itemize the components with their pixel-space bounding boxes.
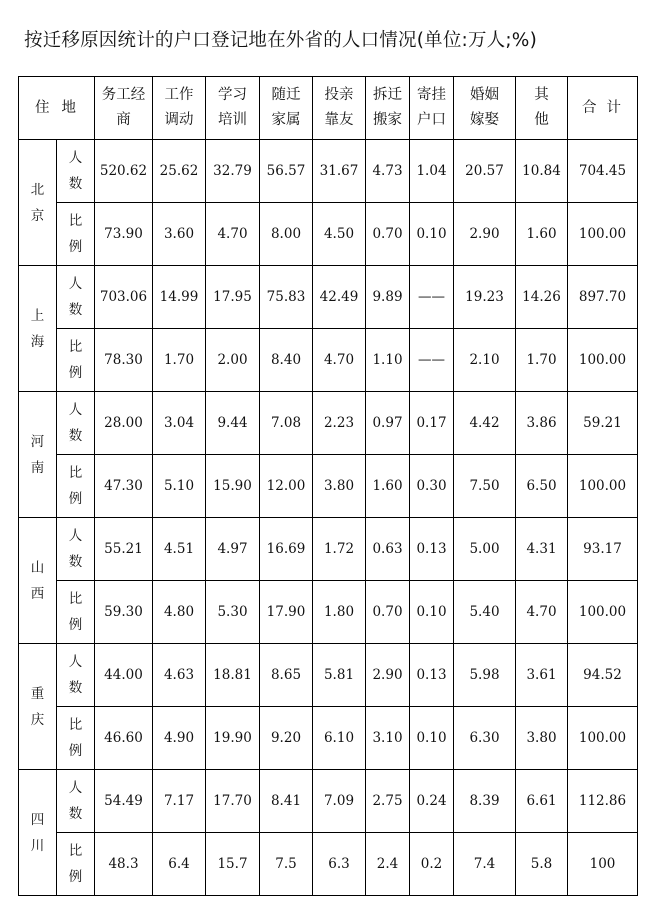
table-cell: 54.49 [95, 770, 153, 833]
table-cell: 7.4 [454, 833, 516, 896]
table-cell: 4.42 [454, 392, 516, 455]
table-cell: —— [410, 266, 454, 329]
table-cell: 112.86 [568, 770, 638, 833]
table-row [19, 833, 638, 896]
header-location: 住地 [19, 77, 95, 140]
table-cell: 7.17 [153, 770, 206, 833]
table-cell: 7.50 [454, 455, 516, 518]
table-row [19, 140, 638, 203]
table-cell: 3.86 [516, 392, 568, 455]
table-cell: 4.97 [206, 518, 260, 581]
table-row [19, 770, 638, 833]
table-cell: 100.00 [568, 203, 638, 266]
table-cell: 0.13 [410, 644, 454, 707]
table-cell: 0.17 [410, 392, 454, 455]
table-cell: 2.90 [454, 203, 516, 266]
table-cell: 5.8 [516, 833, 568, 896]
table-cell: 4.73 [366, 140, 410, 203]
header-total: 合计 [568, 77, 638, 140]
table-cell: 14.99 [153, 266, 206, 329]
table-cell: 5.10 [153, 455, 206, 518]
table-cell: 6.10 [313, 707, 366, 770]
table-cell: 19.23 [454, 266, 516, 329]
table-cell: 6.3 [313, 833, 366, 896]
table-cell: 4.50 [313, 203, 366, 266]
table-cell: 8.65 [260, 644, 313, 707]
table-cell: 9.89 [366, 266, 410, 329]
table-cell: 520.62 [95, 140, 153, 203]
table-cell: 93.17 [568, 518, 638, 581]
table-row [19, 581, 638, 644]
table-cell: 1.80 [313, 581, 366, 644]
header-study: 学习 培训 [206, 77, 260, 140]
table-cell: 75.83 [260, 266, 313, 329]
header-family: 随迁 家属 [260, 77, 313, 140]
table-cell: 100.00 [568, 581, 638, 644]
table-cell: 14.26 [516, 266, 568, 329]
table-cell: 703.06 [95, 266, 153, 329]
table-cell: 8.40 [260, 329, 313, 392]
table-cell: 31.67 [313, 140, 366, 203]
table-cell: 25.62 [153, 140, 206, 203]
table-cell: 94.52 [568, 644, 638, 707]
table-cell: 47.30 [95, 455, 153, 518]
table-cell: 7.5 [260, 833, 313, 896]
table-cell: 6.4 [153, 833, 206, 896]
table-body [19, 140, 638, 896]
province-label: 北 京 [19, 140, 57, 266]
table-cell: 4.31 [516, 518, 568, 581]
count-row-label: 人 数 [57, 518, 95, 581]
province-label: 四 川 [19, 770, 57, 896]
ratio-row-label: 比 例 [57, 203, 95, 266]
table-cell: 5.00 [454, 518, 516, 581]
table-cell: 704.45 [568, 140, 638, 203]
table-cell: 16.69 [260, 518, 313, 581]
table-cell: 0.10 [410, 203, 454, 266]
province-label: 重 庆 [19, 644, 57, 770]
table-cell: 1.60 [516, 203, 568, 266]
table-cell: 2.00 [206, 329, 260, 392]
table-cell: 4.90 [153, 707, 206, 770]
table-cell: 1.60 [366, 455, 410, 518]
table-cell: 4.70 [516, 581, 568, 644]
table-cell: 4.70 [313, 329, 366, 392]
table-cell: 17.95 [206, 266, 260, 329]
ratio-row-label: 比 例 [57, 329, 95, 392]
table-cell: 0.70 [366, 203, 410, 266]
table-cell: 5.98 [454, 644, 516, 707]
table-cell: 1.72 [313, 518, 366, 581]
table-cell: 4.70 [206, 203, 260, 266]
table-cell: 100.00 [568, 707, 638, 770]
table-row [19, 266, 638, 329]
table-cell: 42.49 [313, 266, 366, 329]
table-cell: 17.90 [260, 581, 313, 644]
table-cell: 15.90 [206, 455, 260, 518]
table-row [19, 518, 638, 581]
table-cell: 73.90 [95, 203, 153, 266]
table-cell: 3.61 [516, 644, 568, 707]
count-row-label: 人 数 [57, 266, 95, 329]
table-cell: 18.81 [206, 644, 260, 707]
ratio-row-label: 比 例 [57, 581, 95, 644]
header-other: 其 他 [516, 77, 568, 140]
table-row [19, 329, 638, 392]
table-cell: 0.24 [410, 770, 454, 833]
table-cell: 44.00 [95, 644, 153, 707]
table-cell: 56.57 [260, 140, 313, 203]
table-cell: 1.10 [366, 329, 410, 392]
table-cell: 7.09 [313, 770, 366, 833]
table-cell: 0.70 [366, 581, 410, 644]
table-cell: 3.04 [153, 392, 206, 455]
table-cell: 20.57 [454, 140, 516, 203]
table-cell: 2.23 [313, 392, 366, 455]
province-label: 山 西 [19, 518, 57, 644]
table-cell: 0.97 [366, 392, 410, 455]
table-cell: 4.63 [153, 644, 206, 707]
table-cell: 5.30 [206, 581, 260, 644]
table-cell: 3.80 [313, 455, 366, 518]
table-cell: 0.10 [410, 707, 454, 770]
table-row [19, 203, 638, 266]
province-label: 河 南 [19, 392, 57, 518]
table-cell: —— [410, 329, 454, 392]
table-cell: 6.30 [454, 707, 516, 770]
table-cell: 48.3 [95, 833, 153, 896]
table-cell: 100.00 [568, 329, 638, 392]
table-cell: 12.00 [260, 455, 313, 518]
table-cell: 0.13 [410, 518, 454, 581]
table-cell: 6.61 [516, 770, 568, 833]
table-cell: 10.84 [516, 140, 568, 203]
table-cell: 2.4 [366, 833, 410, 896]
table-cell: 897.70 [568, 266, 638, 329]
table-cell: 0.30 [410, 455, 454, 518]
table-row [19, 644, 638, 707]
table-cell: 4.51 [153, 518, 206, 581]
header-registration: 寄挂 户口 [410, 77, 454, 140]
count-row-label: 人 数 [57, 140, 95, 203]
table-cell: 46.60 [95, 707, 153, 770]
table-cell: 1.70 [516, 329, 568, 392]
table-cell: 55.21 [95, 518, 153, 581]
ratio-row-label: 比 例 [57, 833, 95, 896]
table-cell: 78.30 [95, 329, 153, 392]
table-cell: 4.80 [153, 581, 206, 644]
table-cell: 9.44 [206, 392, 260, 455]
header-relocation: 拆迁 搬家 [366, 77, 410, 140]
count-row-label: 人 数 [57, 392, 95, 455]
count-row-label: 人 数 [57, 770, 95, 833]
table-cell: 19.90 [206, 707, 260, 770]
table-cell: 5.81 [313, 644, 366, 707]
header-marriage: 婚姻 嫁娶 [454, 77, 516, 140]
table-cell: 0.10 [410, 581, 454, 644]
table-cell: 3.10 [366, 707, 410, 770]
table-cell: 5.40 [454, 581, 516, 644]
table-cell: 8.00 [260, 203, 313, 266]
table-cell: 9.20 [260, 707, 313, 770]
table-row [19, 455, 638, 518]
table-cell: 28.00 [95, 392, 153, 455]
table-cell: 8.39 [454, 770, 516, 833]
table-cell: 7.08 [260, 392, 313, 455]
table-cell: 2.10 [454, 329, 516, 392]
table-row [19, 707, 638, 770]
table-cell: 6.50 [516, 455, 568, 518]
table-cell: 1.04 [410, 140, 454, 203]
migration-table [18, 76, 638, 896]
ratio-row-label: 比 例 [57, 455, 95, 518]
document-title: 按迁移原因统计的户口登记地在外省的人口情况(单位:万人;%) [24, 30, 537, 51]
header-business: 务工经 商 [95, 77, 153, 140]
header-relatives: 投亲 靠友 [313, 77, 366, 140]
table-cell: 2.90 [366, 644, 410, 707]
table-cell: 15.7 [206, 833, 260, 896]
table-cell: 2.75 [366, 770, 410, 833]
count-row-label: 人 数 [57, 644, 95, 707]
header-job-transfer: 工作 调动 [153, 77, 206, 140]
table-cell: 1.70 [153, 329, 206, 392]
ratio-row-label: 比 例 [57, 707, 95, 770]
table-cell: 100 [568, 833, 638, 896]
table-cell: 8.41 [260, 770, 313, 833]
table-row [19, 392, 638, 455]
table-cell: 3.80 [516, 707, 568, 770]
table-cell: 100.00 [568, 455, 638, 518]
province-label: 上 海 [19, 266, 57, 392]
table-cell: 0.63 [366, 518, 410, 581]
table-cell: 17.70 [206, 770, 260, 833]
table-cell: 3.60 [153, 203, 206, 266]
header-row [19, 77, 638, 140]
table-cell: 32.79 [206, 140, 260, 203]
table-cell: 0.2 [410, 833, 454, 896]
table-cell: 59.21 [568, 392, 638, 455]
table-cell: 59.30 [95, 581, 153, 644]
